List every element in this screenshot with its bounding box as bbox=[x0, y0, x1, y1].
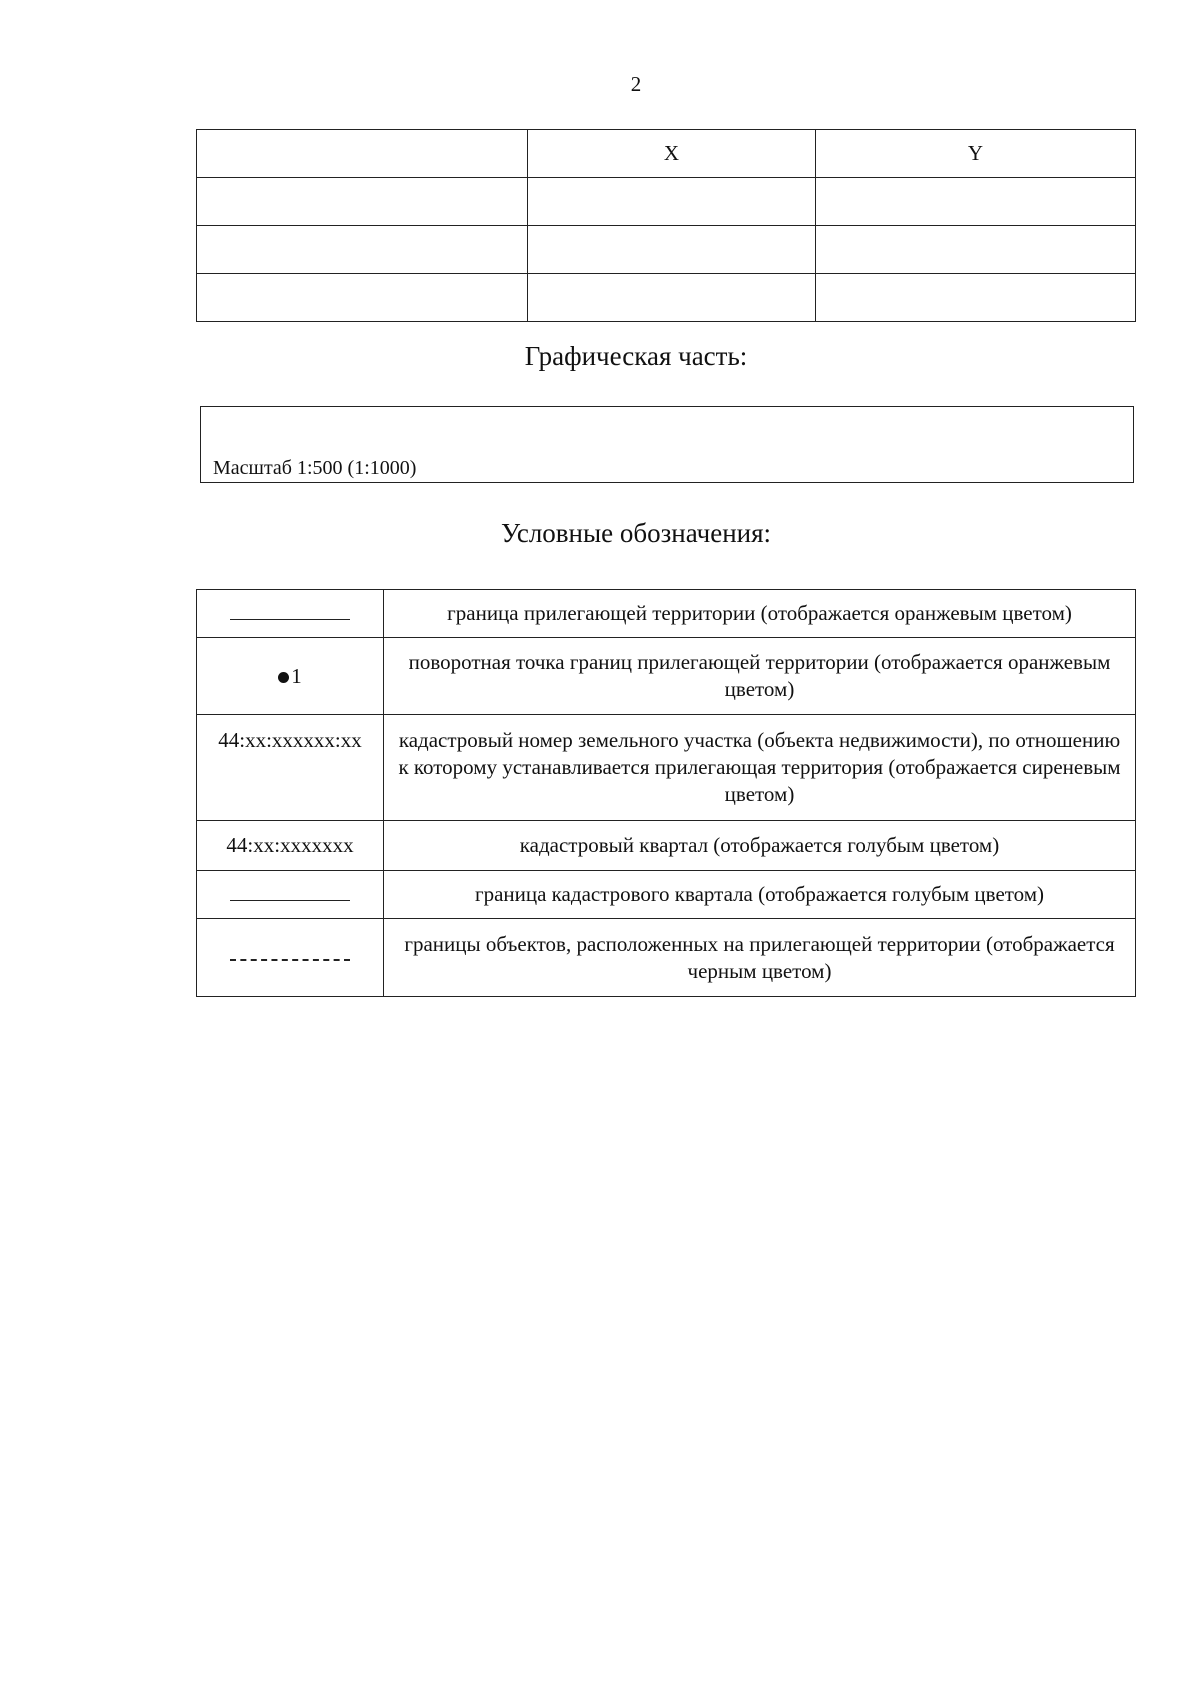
legend-description: кадастровый номер земельного участка (объекта недвижимости), по отношению к которому устанавливается прилегающая территория (отображается сиреневым цветом) bbox=[384, 715, 1136, 821]
map-frame bbox=[200, 406, 1134, 483]
table-cell bbox=[816, 274, 1136, 322]
dashed-line-symbol bbox=[230, 959, 350, 961]
legend-symbol-cell bbox=[197, 919, 384, 997]
legend-row bbox=[197, 590, 1136, 638]
page-number: 2 bbox=[630, 72, 642, 96]
table-cell bbox=[816, 178, 1136, 226]
table-row bbox=[197, 274, 1136, 322]
table-cell bbox=[197, 274, 528, 322]
header-cell-y: Y bbox=[816, 130, 1136, 178]
legend-row bbox=[197, 871, 1136, 919]
legend-row bbox=[197, 715, 1136, 821]
point-number: 1 bbox=[291, 663, 302, 688]
legend-row bbox=[197, 821, 1136, 871]
legend-row bbox=[197, 919, 1136, 997]
legend-symbol-cell bbox=[197, 871, 384, 919]
table-cell bbox=[197, 226, 528, 274]
legend-description: граница прилегающей территории (отображается оранжевым цветом) bbox=[384, 590, 1136, 638]
solid-line-symbol bbox=[230, 900, 350, 901]
table-cell bbox=[816, 226, 1136, 274]
scale-label: Масштаб 1:500 (1:1000) bbox=[213, 457, 417, 479]
legend-symbol-cell bbox=[197, 638, 384, 715]
table-row bbox=[197, 178, 1136, 226]
table-cell bbox=[528, 274, 816, 322]
table-row bbox=[197, 226, 1136, 274]
legend-description: поворотная точка границ прилегающей территории (отображается оранжевым цветом) bbox=[384, 638, 1136, 715]
header-cell-x: X bbox=[528, 130, 816, 178]
table-cell bbox=[197, 178, 528, 226]
table-cell bbox=[528, 226, 816, 274]
table-header-row bbox=[197, 130, 1136, 178]
coordinates-table bbox=[196, 129, 1136, 322]
legend-description: граница кадастрового квартала (отображается голубым цветом) bbox=[384, 871, 1136, 919]
header-cell-point bbox=[197, 130, 528, 178]
solid-line-symbol bbox=[230, 619, 350, 620]
table-cell bbox=[528, 178, 816, 226]
legend-title: Условные обозначения: bbox=[500, 518, 772, 548]
cadastral-number-symbol: 44:xx:xxxxxx:xx bbox=[218, 728, 362, 752]
legend-symbol-cell bbox=[197, 590, 384, 638]
point-dot-icon bbox=[278, 672, 289, 683]
legend-table bbox=[196, 589, 1136, 997]
legend-symbol-cell bbox=[197, 715, 384, 821]
legend-symbol-cell bbox=[197, 821, 384, 871]
legend-description: кадастровый квартал (отображается голубым цветом) bbox=[384, 821, 1136, 871]
legend-row bbox=[197, 638, 1136, 715]
cadastral-block-symbol: 44:xx:xxxxxxx bbox=[226, 833, 354, 857]
legend-description: границы объектов, расположенных на прилегающей территории (отображается черным цветом) bbox=[384, 919, 1136, 997]
graphic-part-title: Графическая часть: bbox=[524, 341, 748, 371]
